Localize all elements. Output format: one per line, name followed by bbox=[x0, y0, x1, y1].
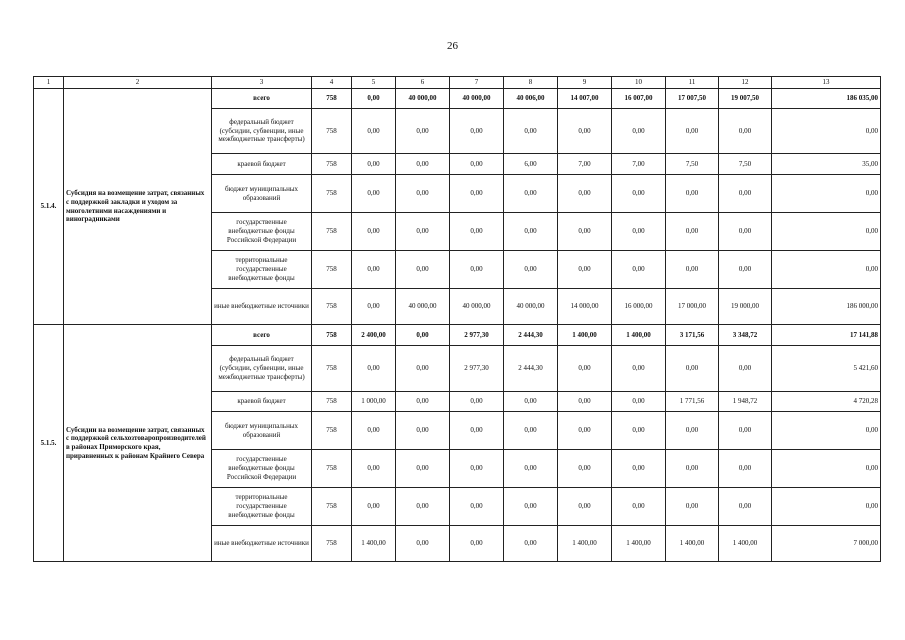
amount-cell: 5 421,60 bbox=[772, 346, 881, 392]
amount-cell: 3 348,72 bbox=[719, 325, 772, 346]
table-body bbox=[34, 77, 881, 562]
amount-cell: 1 771,56 bbox=[666, 392, 719, 412]
amount-cell: 0,00 bbox=[504, 109, 558, 154]
amount-cell: 0,00 bbox=[450, 488, 504, 526]
budget-code: 758 bbox=[312, 89, 352, 109]
funding-source: краевой бюджет bbox=[212, 392, 312, 412]
column-number-row bbox=[34, 77, 881, 89]
amount-cell: 0,00 bbox=[352, 488, 396, 526]
amount-cell: 0,00 bbox=[719, 213, 772, 251]
column-number: 12 bbox=[719, 77, 772, 89]
amount-cell: 17 000,00 bbox=[666, 289, 719, 325]
amount-cell: 1 400,00 bbox=[558, 325, 612, 346]
column-number: 4 bbox=[312, 77, 352, 89]
amount-cell: 0,00 bbox=[396, 154, 450, 175]
table-row-total bbox=[34, 325, 881, 346]
amount-cell: 0,00 bbox=[504, 526, 558, 562]
page-number: 26 bbox=[447, 40, 458, 52]
column-number: 8 bbox=[504, 77, 558, 89]
row-index: 5.1.5. bbox=[34, 325, 64, 562]
amount-cell: 0,00 bbox=[450, 526, 504, 562]
amount-cell: 0,00 bbox=[396, 526, 450, 562]
budget-code: 758 bbox=[312, 346, 352, 392]
budget-code: 758 bbox=[312, 325, 352, 346]
amount-cell: 7 000,00 bbox=[772, 526, 881, 562]
column-number: 7 bbox=[450, 77, 504, 89]
funding-source: территориальные государственные внебюджетные фонды bbox=[212, 488, 312, 526]
amount-cell: 0,00 bbox=[504, 450, 558, 488]
amount-cell: 0,00 bbox=[450, 392, 504, 412]
measure-name: Субсидии на возмещение затрат, связанных с поддержкой сельхозтоваропроизводителей в районах Приморского края, приравненных к районам Крайнего Севера bbox=[64, 325, 212, 562]
amount-cell: 1 400,00 bbox=[558, 526, 612, 562]
amount-cell: 0,00 bbox=[666, 412, 719, 450]
amount-cell: 186 035,00 bbox=[772, 89, 881, 109]
amount-cell: 0,00 bbox=[612, 392, 666, 412]
amount-cell: 2 400,00 bbox=[352, 325, 396, 346]
amount-cell: 0,00 bbox=[558, 109, 612, 154]
amount-cell: 0,00 bbox=[504, 175, 558, 213]
amount-cell: 40 006,00 bbox=[504, 89, 558, 109]
amount-cell: 35,00 bbox=[772, 154, 881, 175]
amount-cell: 2 444,30 bbox=[504, 325, 558, 346]
amount-cell: 0,00 bbox=[612, 251, 666, 289]
budget-table bbox=[33, 76, 881, 562]
amount-cell: 0,00 bbox=[450, 412, 504, 450]
amount-cell: 0,00 bbox=[396, 325, 450, 346]
amount-cell: 0,00 bbox=[558, 175, 612, 213]
amount-cell: 16 000,00 bbox=[612, 289, 666, 325]
amount-cell: 0,00 bbox=[772, 213, 881, 251]
column-number: 9 bbox=[558, 77, 612, 89]
row-index: 5.1.4. bbox=[34, 89, 64, 325]
amount-cell: 0,00 bbox=[612, 450, 666, 488]
budget-code: 758 bbox=[312, 488, 352, 526]
amount-cell: 0,00 bbox=[450, 175, 504, 213]
amount-cell: 0,00 bbox=[558, 346, 612, 392]
amount-cell: 14 007,00 bbox=[558, 89, 612, 109]
amount-cell: 2 444,30 bbox=[504, 346, 558, 392]
funding-source: федеральный бюджет (субсидии, субвенции, иные межбюджетные трансферты) bbox=[212, 346, 312, 392]
amount-cell: 0,00 bbox=[666, 488, 719, 526]
amount-cell: 0,00 bbox=[396, 346, 450, 392]
amount-cell: 0,00 bbox=[772, 488, 881, 526]
column-number: 1 bbox=[34, 77, 64, 89]
amount-cell: 2 977,30 bbox=[450, 325, 504, 346]
amount-cell: 0,00 bbox=[450, 154, 504, 175]
amount-cell: 40 000,00 bbox=[396, 289, 450, 325]
amount-cell: 0,00 bbox=[352, 251, 396, 289]
funding-source: государственные внебюджетные фонды Российской Федерации bbox=[212, 450, 312, 488]
amount-cell: 0,00 bbox=[504, 251, 558, 289]
amount-cell: 1 400,00 bbox=[719, 526, 772, 562]
column-number: 6 bbox=[396, 77, 450, 89]
amount-cell: 0,00 bbox=[719, 175, 772, 213]
amount-cell: 0,00 bbox=[666, 346, 719, 392]
amount-cell: 40 000,00 bbox=[450, 289, 504, 325]
amount-cell: 0,00 bbox=[558, 213, 612, 251]
amount-cell: 0,00 bbox=[352, 89, 396, 109]
budget-code: 758 bbox=[312, 526, 352, 562]
amount-cell: 7,50 bbox=[719, 154, 772, 175]
amount-cell: 0,00 bbox=[612, 488, 666, 526]
amount-cell: 0,00 bbox=[719, 488, 772, 526]
column-number: 11 bbox=[666, 77, 719, 89]
amount-cell: 17 141,88 bbox=[772, 325, 881, 346]
amount-cell: 0,00 bbox=[772, 412, 881, 450]
amount-cell: 0,00 bbox=[612, 412, 666, 450]
amount-cell: 14 000,00 bbox=[558, 289, 612, 325]
funding-source: федеральный бюджет (субсидии, субвенции, иные межбюджетные трансферты) bbox=[212, 109, 312, 154]
table-row-total bbox=[34, 89, 881, 109]
budget-code: 758 bbox=[312, 450, 352, 488]
measure-name: Субсидия на возмещение затрат, связанных с поддержкой закладки и уходом за многолетними насаждениями и виноградниками bbox=[64, 89, 212, 325]
amount-cell: 1 400,00 bbox=[612, 526, 666, 562]
amount-cell: 0,00 bbox=[666, 175, 719, 213]
amount-cell: 0,00 bbox=[352, 213, 396, 251]
amount-cell: 40 000,00 bbox=[504, 289, 558, 325]
amount-cell: 0,00 bbox=[352, 109, 396, 154]
funding-source: бюджет муниципальных образований bbox=[212, 175, 312, 213]
budget-code: 758 bbox=[312, 412, 352, 450]
amount-cell: 0,00 bbox=[396, 213, 450, 251]
amount-cell: 0,00 bbox=[352, 450, 396, 488]
amount-cell: 0,00 bbox=[719, 412, 772, 450]
funding-source: иные внебюджетные источники bbox=[212, 526, 312, 562]
column-number: 2 bbox=[64, 77, 212, 89]
amount-cell: 0,00 bbox=[719, 251, 772, 289]
amount-cell: 0,00 bbox=[396, 488, 450, 526]
amount-cell: 0,00 bbox=[352, 154, 396, 175]
amount-cell: 0,00 bbox=[450, 450, 504, 488]
amount-cell: 0,00 bbox=[450, 109, 504, 154]
amount-cell: 1 948,72 bbox=[719, 392, 772, 412]
amount-cell: 7,00 bbox=[558, 154, 612, 175]
budget-code: 758 bbox=[312, 289, 352, 325]
budget-code: 758 bbox=[312, 175, 352, 213]
amount-cell: 0,00 bbox=[666, 450, 719, 488]
amount-cell: 1 000,00 bbox=[352, 392, 396, 412]
funding-source: бюджет муниципальных образований bbox=[212, 412, 312, 450]
amount-cell: 0,00 bbox=[396, 412, 450, 450]
amount-cell: 1 400,00 bbox=[612, 325, 666, 346]
amount-cell: 0,00 bbox=[504, 213, 558, 251]
amount-cell: 0,00 bbox=[504, 488, 558, 526]
amount-cell: 0,00 bbox=[396, 450, 450, 488]
budget-code: 758 bbox=[312, 392, 352, 412]
amount-cell: 40 000,00 bbox=[396, 89, 450, 109]
amount-cell: 1 400,00 bbox=[666, 526, 719, 562]
funding-source: краевой бюджет bbox=[212, 154, 312, 175]
amount-cell: 0,00 bbox=[396, 109, 450, 154]
amount-cell: 0,00 bbox=[352, 412, 396, 450]
amount-cell: 0,00 bbox=[666, 109, 719, 154]
amount-cell: 0,00 bbox=[396, 392, 450, 412]
budget-code: 758 bbox=[312, 213, 352, 251]
amount-cell: 0,00 bbox=[558, 392, 612, 412]
amount-cell: 16 007,00 bbox=[612, 89, 666, 109]
amount-cell: 0,00 bbox=[558, 412, 612, 450]
amount-cell: 0,00 bbox=[352, 346, 396, 392]
amount-cell: 0,00 bbox=[396, 175, 450, 213]
funding-source: государственные внебюджетные фонды Российской Федерации bbox=[212, 213, 312, 251]
column-number: 10 bbox=[612, 77, 666, 89]
column-number: 3 bbox=[212, 77, 312, 89]
amount-cell: 0,00 bbox=[352, 289, 396, 325]
funding-source: всего bbox=[212, 89, 312, 109]
column-number: 5 bbox=[352, 77, 396, 89]
amount-cell: 0,00 bbox=[719, 346, 772, 392]
amount-cell: 3 171,56 bbox=[666, 325, 719, 346]
funding-source: территориальные государственные внебюджетные фонды bbox=[212, 251, 312, 289]
amount-cell: 0,00 bbox=[666, 251, 719, 289]
amount-cell: 0,00 bbox=[612, 213, 666, 251]
amount-cell: 0,00 bbox=[396, 251, 450, 289]
amount-cell: 0,00 bbox=[772, 251, 881, 289]
amount-cell: 0,00 bbox=[719, 109, 772, 154]
amount-cell: 7,00 bbox=[612, 154, 666, 175]
amount-cell: 0,00 bbox=[772, 175, 881, 213]
amount-cell: 0,00 bbox=[352, 175, 396, 213]
amount-cell: 19 007,50 bbox=[719, 89, 772, 109]
budget-code: 758 bbox=[312, 154, 352, 175]
amount-cell: 0,00 bbox=[504, 392, 558, 412]
amount-cell: 0,00 bbox=[450, 213, 504, 251]
amount-cell: 0,00 bbox=[558, 251, 612, 289]
amount-cell: 2 977,30 bbox=[450, 346, 504, 392]
amount-cell: 6,00 bbox=[504, 154, 558, 175]
amount-cell: 1 400,00 bbox=[352, 526, 396, 562]
amount-cell: 40 000,00 bbox=[450, 89, 504, 109]
amount-cell: 0,00 bbox=[558, 450, 612, 488]
amount-cell: 0,00 bbox=[666, 213, 719, 251]
funding-source: иные внебюджетные источники bbox=[212, 289, 312, 325]
amount-cell: 4 720,28 bbox=[772, 392, 881, 412]
amount-cell: 0,00 bbox=[504, 412, 558, 450]
budget-code: 758 bbox=[312, 109, 352, 154]
funding-source: всего bbox=[212, 325, 312, 346]
column-number: 13 bbox=[772, 77, 881, 89]
amount-cell: 17 007,50 bbox=[666, 89, 719, 109]
amount-cell: 0,00 bbox=[719, 450, 772, 488]
amount-cell: 0,00 bbox=[612, 346, 666, 392]
amount-cell: 0,00 bbox=[612, 175, 666, 213]
amount-cell: 0,00 bbox=[450, 251, 504, 289]
amount-cell: 7,50 bbox=[666, 154, 719, 175]
amount-cell: 0,00 bbox=[772, 109, 881, 154]
budget-code: 758 bbox=[312, 251, 352, 289]
amount-cell: 186 000,00 bbox=[772, 289, 881, 325]
amount-cell: 19 000,00 bbox=[719, 289, 772, 325]
amount-cell: 0,00 bbox=[772, 450, 881, 488]
amount-cell: 0,00 bbox=[558, 488, 612, 526]
amount-cell: 0,00 bbox=[612, 109, 666, 154]
